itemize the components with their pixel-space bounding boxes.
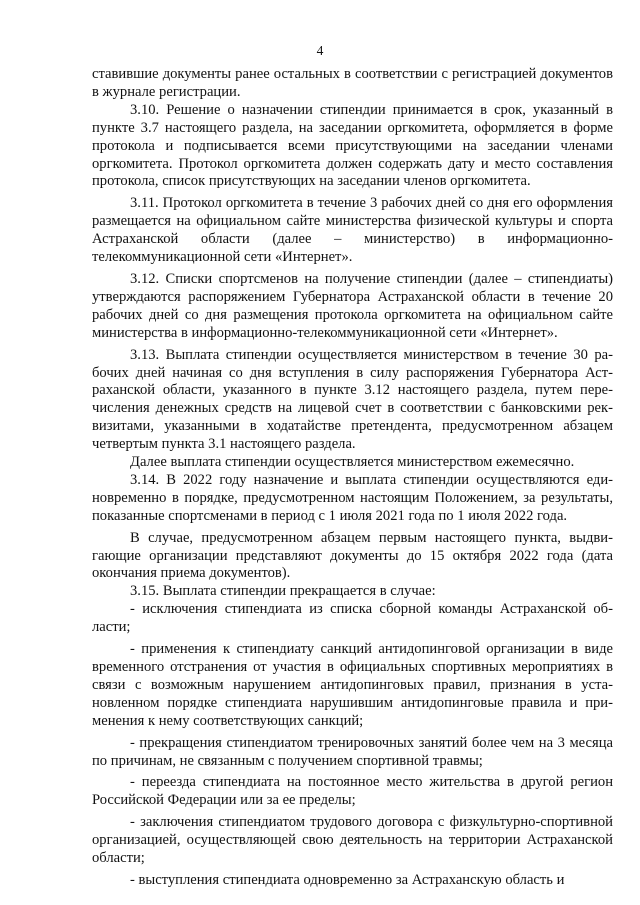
paragraph: - переезда стипендиата на постоянное место жительства в другой регион Российской Федерации или за ее пределы; (92, 774, 613, 809)
paragraph: - исключения стипендиата из списка сборной команды Астраханской области; (92, 601, 613, 636)
document-body (92, 66, 613, 890)
paragraph: - выступления стипендиата одновременно за Астраханскую область и (130, 871, 565, 888)
paragraph: ставившие документы ранее остальных в соответствии с регистрацией документов в журнале регистрации. (92, 66, 613, 100)
paragraph: 3.12. Списки спортсменов на получение стипендии (далее – стипендиаты) утверждаются распоряжением Губернатора Астраханской области в течение 20 рабочих дней со дня размещения протокола оргкомитета на официальном сайте министерства в информационно-телекоммуникационной сети «Интернет». (92, 270, 613, 341)
paragraph: - применения к стипендиату санкций антидопинговой организации в виде временного отстранения от участия в официальных спортивных мероприятиях в связи с возможным нарушением антидопинговых правил, признания в установленном порядке стипендиата нарушившим антидопинговые правила и применения к нему соответствующих санкций; (92, 641, 613, 729)
paragraph: 3.14. В 2022 году назначение и выплата стипендии осуществляются единовременно в порядке, предусмотренном настоящим Положением, за результаты, показанные спортсменами в период с 1 июля 2021 года по 1 июля 2022 года. (92, 471, 613, 524)
paragraph: В случае, предусмотренном абзацем первым настоящего пункта, выдвигающие организации представляют документы до 15 октября 2022 года (дата окончания приема документов). (92, 529, 613, 582)
paragraph: 3.11. Протокол оргкомитета в течение 3 рабочих дней со дня его оформления размещается на официальном сайте министерства физической культуры и спорта Астраханской области (далее – министерство) в информационно-телекоммуникационной сети «Интернет». (92, 195, 613, 266)
paragraph: 3.15. Выплата стипендии прекращается в случае: (130, 583, 436, 600)
paragraph: - заключения стипендиатом трудового договора с физкультурно-спортивной организацией, осуществляющей свою деятельность на территории Астраханской области; (92, 814, 613, 867)
page-number: 4 (316, 43, 324, 58)
paragraph: 3.10. Решение о назначении стипендии принимается в срок, указанный в пункте 3.7 настоящего раздела, на заседании оргкомитета, оформляется в форме протокола и подписывается всеми присутствующими на заседании членами оргкомитета. Протокол оргкомитета должен содержать дату и место составления протокола, список присутствующих на заседании членов оргкомитета. (92, 101, 613, 190)
paragraph: Далее выплата стипендии осуществляется министерством ежемесячно. (130, 454, 575, 471)
paragraph: - прекращения стипендиатом тренировочных занятий более чем на 3 месяца по причинам, не связанным с получением спортивной травмы; (92, 734, 613, 769)
paragraph: 3.13. Выплата стипендии осуществляется министерством в течение 30 рабочих дней начиная со дня вступления в силу распоряжения Губернатора Астраханской области, указанного в пункте 3.12 настоящего раздела, путем перечисления денежных средств на лицевой счет в соответствии с банковскими реквизитами, указанными в ходатайстве претендента, предусмотренном абзацем четвертым пункта 3.1 настоящего раздела. (92, 346, 613, 453)
